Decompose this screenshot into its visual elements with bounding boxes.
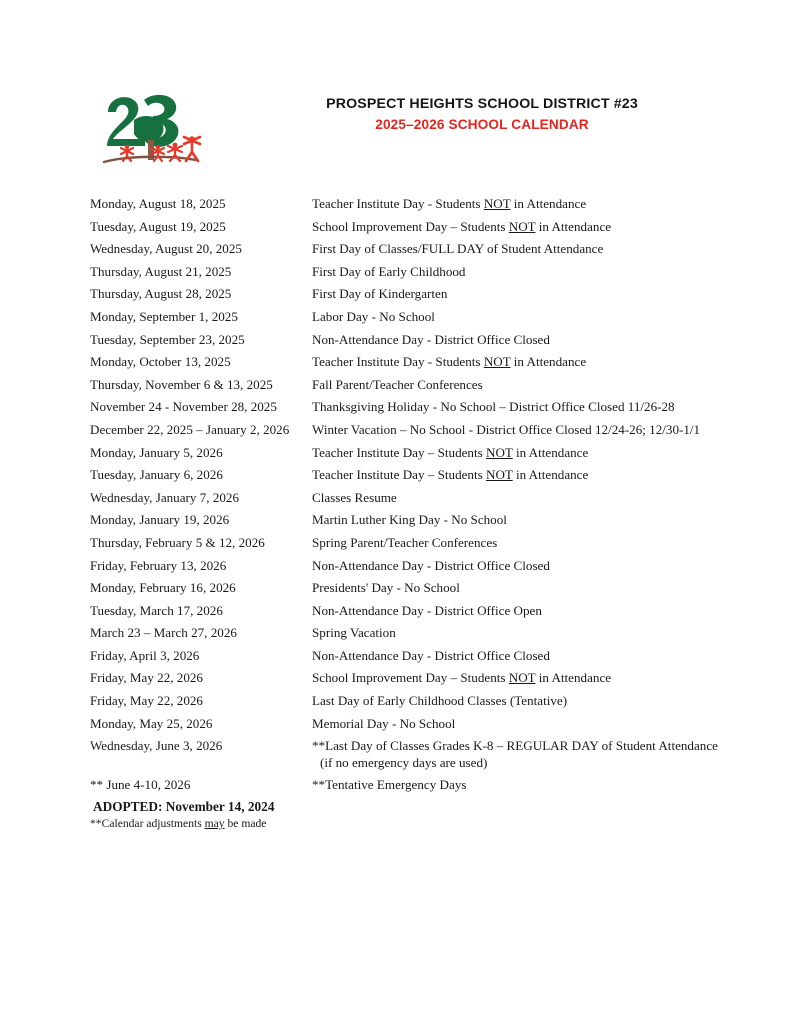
- calendar-row-description: [312, 354, 586, 369]
- document-header: [0, 86, 791, 178]
- calendar-row-description: [312, 670, 611, 685]
- calendar-row-description: [312, 512, 507, 527]
- description-text-post: in Attendance: [510, 196, 587, 211]
- calendar-row-date: ** June 4-10, 2026: [90, 777, 191, 793]
- calendar-row-date: Monday, September 1, 2025: [90, 308, 238, 324]
- description-text-post: in Attendance: [535, 218, 612, 234]
- description-emphasis: NOT: [508, 218, 536, 234]
- calendar-row-description: [312, 648, 550, 663]
- description-text-pre: **Last Day of Classes Grades K-8 – REGULAR DAY of Student Attendance: [312, 738, 718, 754]
- adjustments-text-pre: **Calendar adjustments: [90, 817, 205, 830]
- description-text-post: in Attendance: [512, 444, 589, 460]
- calendar-row-description-continued: (if no emergency days are used): [320, 754, 488, 770]
- calendar-row: [0, 196, 791, 219]
- calendar-row-description: [312, 693, 567, 708]
- calendar-row-date: Tuesday, January 6, 2026: [90, 467, 223, 483]
- calendar-row-date: Tuesday, September 23, 2025: [90, 331, 245, 347]
- description-text-pre: Non-Attendance Day - District Office Closed: [312, 557, 550, 573]
- calendar-row-description: [312, 777, 466, 792]
- description-emphasis: NOT: [508, 670, 536, 686]
- description-text-pre: Thanksgiving Holiday - No School – District Office Closed 11/26-28: [312, 399, 675, 415]
- calendar-row-description: [312, 399, 675, 414]
- description-text-pre: Non-Attendance Day - District Office Closed: [312, 647, 550, 663]
- description-text-pre: Teacher Institute Day - Students: [312, 354, 484, 370]
- description-text-post: in Attendance: [510, 354, 587, 370]
- calendar-row-date: Tuesday, March 17, 2026: [90, 602, 223, 618]
- calendar-row: [0, 309, 791, 332]
- description-text-pre: Last Day of Early Childhood Classes (Tentative): [312, 693, 568, 709]
- adopted-date-line: ADOPTED: November 14, 2024: [93, 799, 275, 814]
- calendar-row-date: Friday, April 3, 2026: [90, 647, 200, 663]
- calendar-row: [0, 558, 791, 581]
- description-text-pre: Teacher Institute Day – Students: [312, 444, 486, 460]
- calendar-row-date: Thursday, August 21, 2025: [90, 263, 232, 279]
- description-emphasis: NOT: [483, 196, 511, 211]
- calendar-row-description: [312, 196, 586, 211]
- calendar-row-date: Wednesday, June 3, 2026: [90, 738, 223, 754]
- calendar-row-description: [312, 625, 396, 640]
- calendar-row-description: [312, 490, 397, 505]
- description-text-pre: Winter Vacation – No School - District Office Closed 12/24-26; 12/30-1/1: [312, 421, 701, 437]
- description-text-pre: First Day of Kindergarten: [312, 286, 448, 302]
- calendar-row: [0, 716, 791, 739]
- description-emphasis: NOT: [485, 444, 513, 460]
- calendar-row: [0, 332, 791, 355]
- calendar-row-description: [312, 422, 700, 437]
- page-title: PROSPECT HEIGHTS SCHOOL DISTRICT #23: [326, 96, 638, 112]
- calendar-row-description: [312, 603, 542, 618]
- calendar-row-date: Monday, October 13, 2025: [90, 354, 231, 370]
- calendar-row: [0, 580, 791, 603]
- calendar-row-description: [312, 241, 603, 256]
- description-text-post: in Attendance: [535, 670, 612, 686]
- description-text-pre: Martin Luther King Day - No School: [312, 512, 507, 528]
- description-text-pre: Labor Day - No School: [312, 308, 435, 324]
- calendar-entry-list: [0, 196, 791, 800]
- description-text-pre: Spring Parent/Teacher Conferences: [312, 534, 498, 550]
- calendar-row-date: Tuesday, August 19, 2025: [90, 218, 226, 234]
- description-text-pre: School Improvement Day – Students: [312, 670, 509, 686]
- calendar-row-description: [312, 445, 588, 460]
- description-text-pre: First Day of Classes/FULL DAY of Student Attendance: [312, 241, 604, 257]
- title-block: [232, 94, 732, 135]
- calendar-row: [0, 241, 791, 264]
- description-text-pre: Non-Attendance Day - District Office Closed: [312, 331, 550, 347]
- calendar-row-date: Monday, January 19, 2026: [90, 512, 230, 528]
- calendar-row-description: [312, 580, 460, 595]
- calendar-row-description: [312, 716, 455, 731]
- calendar-row: [0, 512, 791, 535]
- calendar-row: [0, 670, 791, 693]
- calendar-row-description: [312, 332, 550, 347]
- description-emphasis: NOT: [483, 354, 511, 370]
- calendar-row-description: [312, 219, 611, 234]
- calendar-row: [0, 377, 791, 400]
- calendar-row-date: Wednesday, August 20, 2025: [90, 241, 242, 257]
- description-text-pre: Fall Parent/Teacher Conferences: [312, 376, 483, 392]
- calendar-row-description: [312, 377, 483, 392]
- description-text-pre: Teacher Institute Day - Students: [312, 196, 484, 211]
- adjustments-text-post: be made: [224, 817, 267, 830]
- calendar-row-date: Monday, May 25, 2026: [90, 715, 213, 731]
- calendar-row-description: [312, 309, 435, 324]
- description-text-pre: Non-Attendance Day - District Office Open: [312, 602, 542, 618]
- calendar-row: [0, 264, 791, 287]
- description-text-pre: Memorial Day - No School: [312, 715, 456, 731]
- adjustments-emphasis: may: [204, 817, 225, 830]
- calendar-row: [0, 535, 791, 558]
- calendar-row: [0, 693, 791, 716]
- calendar-row: [0, 422, 791, 445]
- description-text-pre: Teacher Institute Day – Students: [312, 467, 486, 483]
- calendar-row: [0, 445, 791, 468]
- calendar-row-date: Wednesday, January 7, 2026: [90, 489, 239, 505]
- calendar-row-date: Monday, February 16, 2026: [90, 580, 236, 596]
- page-subtitle: 2025–2026 SCHOOL CALENDAR: [375, 117, 589, 132]
- calendar-row-description: [312, 535, 497, 550]
- description-text-post: in Attendance: [512, 467, 589, 483]
- calendar-row: [0, 219, 791, 242]
- description-text-pre: School Improvement Day – Students: [312, 218, 509, 234]
- calendar-row-date: Monday, January 5, 2026: [90, 444, 223, 460]
- calendar-row-date: Monday, August 18, 2025: [90, 196, 226, 211]
- calendar-row: [0, 286, 791, 309]
- calendar-row-description: [312, 738, 718, 753]
- calendar-row: [0, 354, 791, 377]
- calendar-row-description: [312, 264, 465, 279]
- calendar-row-date: Friday, May 22, 2026: [90, 693, 203, 709]
- district-logo: [96, 90, 208, 168]
- description-text-pre: Spring Vacation: [312, 625, 396, 641]
- calendar-row-date: March 23 – March 27, 2026: [90, 625, 237, 641]
- calendar-row: [0, 490, 791, 513]
- calendar-row: [0, 399, 791, 422]
- calendar-row: [0, 738, 791, 777]
- description-text-pre: First Day of Early Childhood: [312, 263, 466, 279]
- calendar-adjustments-note: [90, 816, 266, 831]
- calendar-row-description: [312, 467, 588, 482]
- description-text-pre: Classes Resume: [312, 489, 397, 505]
- calendar-row: [0, 777, 791, 800]
- description-text-pre: **Tentative Emergency Days: [312, 777, 467, 793]
- calendar-row-date: Friday, February 13, 2026: [90, 557, 227, 573]
- calendar-row: [0, 625, 791, 648]
- calendar-row-description: [312, 558, 550, 573]
- calendar-row-date: Thursday, November 6 & 13, 2025: [90, 376, 273, 392]
- calendar-row: [0, 648, 791, 671]
- calendar-row-date: November 24 - November 28, 2025: [90, 399, 277, 415]
- description-text-pre: Presidents' Day - No School: [312, 580, 460, 596]
- calendar-row-description: [312, 286, 447, 301]
- tree-23-logo-icon: [96, 90, 208, 168]
- calendar-row: [0, 603, 791, 626]
- calendar-row: [0, 467, 791, 490]
- calendar-row-date: December 22, 2025 – January 2, 2026: [90, 421, 290, 437]
- calendar-row-date: Friday, May 22, 2026: [90, 670, 203, 686]
- calendar-row-date: Thursday, August 28, 2025: [90, 286, 232, 302]
- description-emphasis: NOT: [485, 467, 513, 483]
- calendar-row-date: Thursday, February 5 & 12, 2026: [90, 534, 265, 550]
